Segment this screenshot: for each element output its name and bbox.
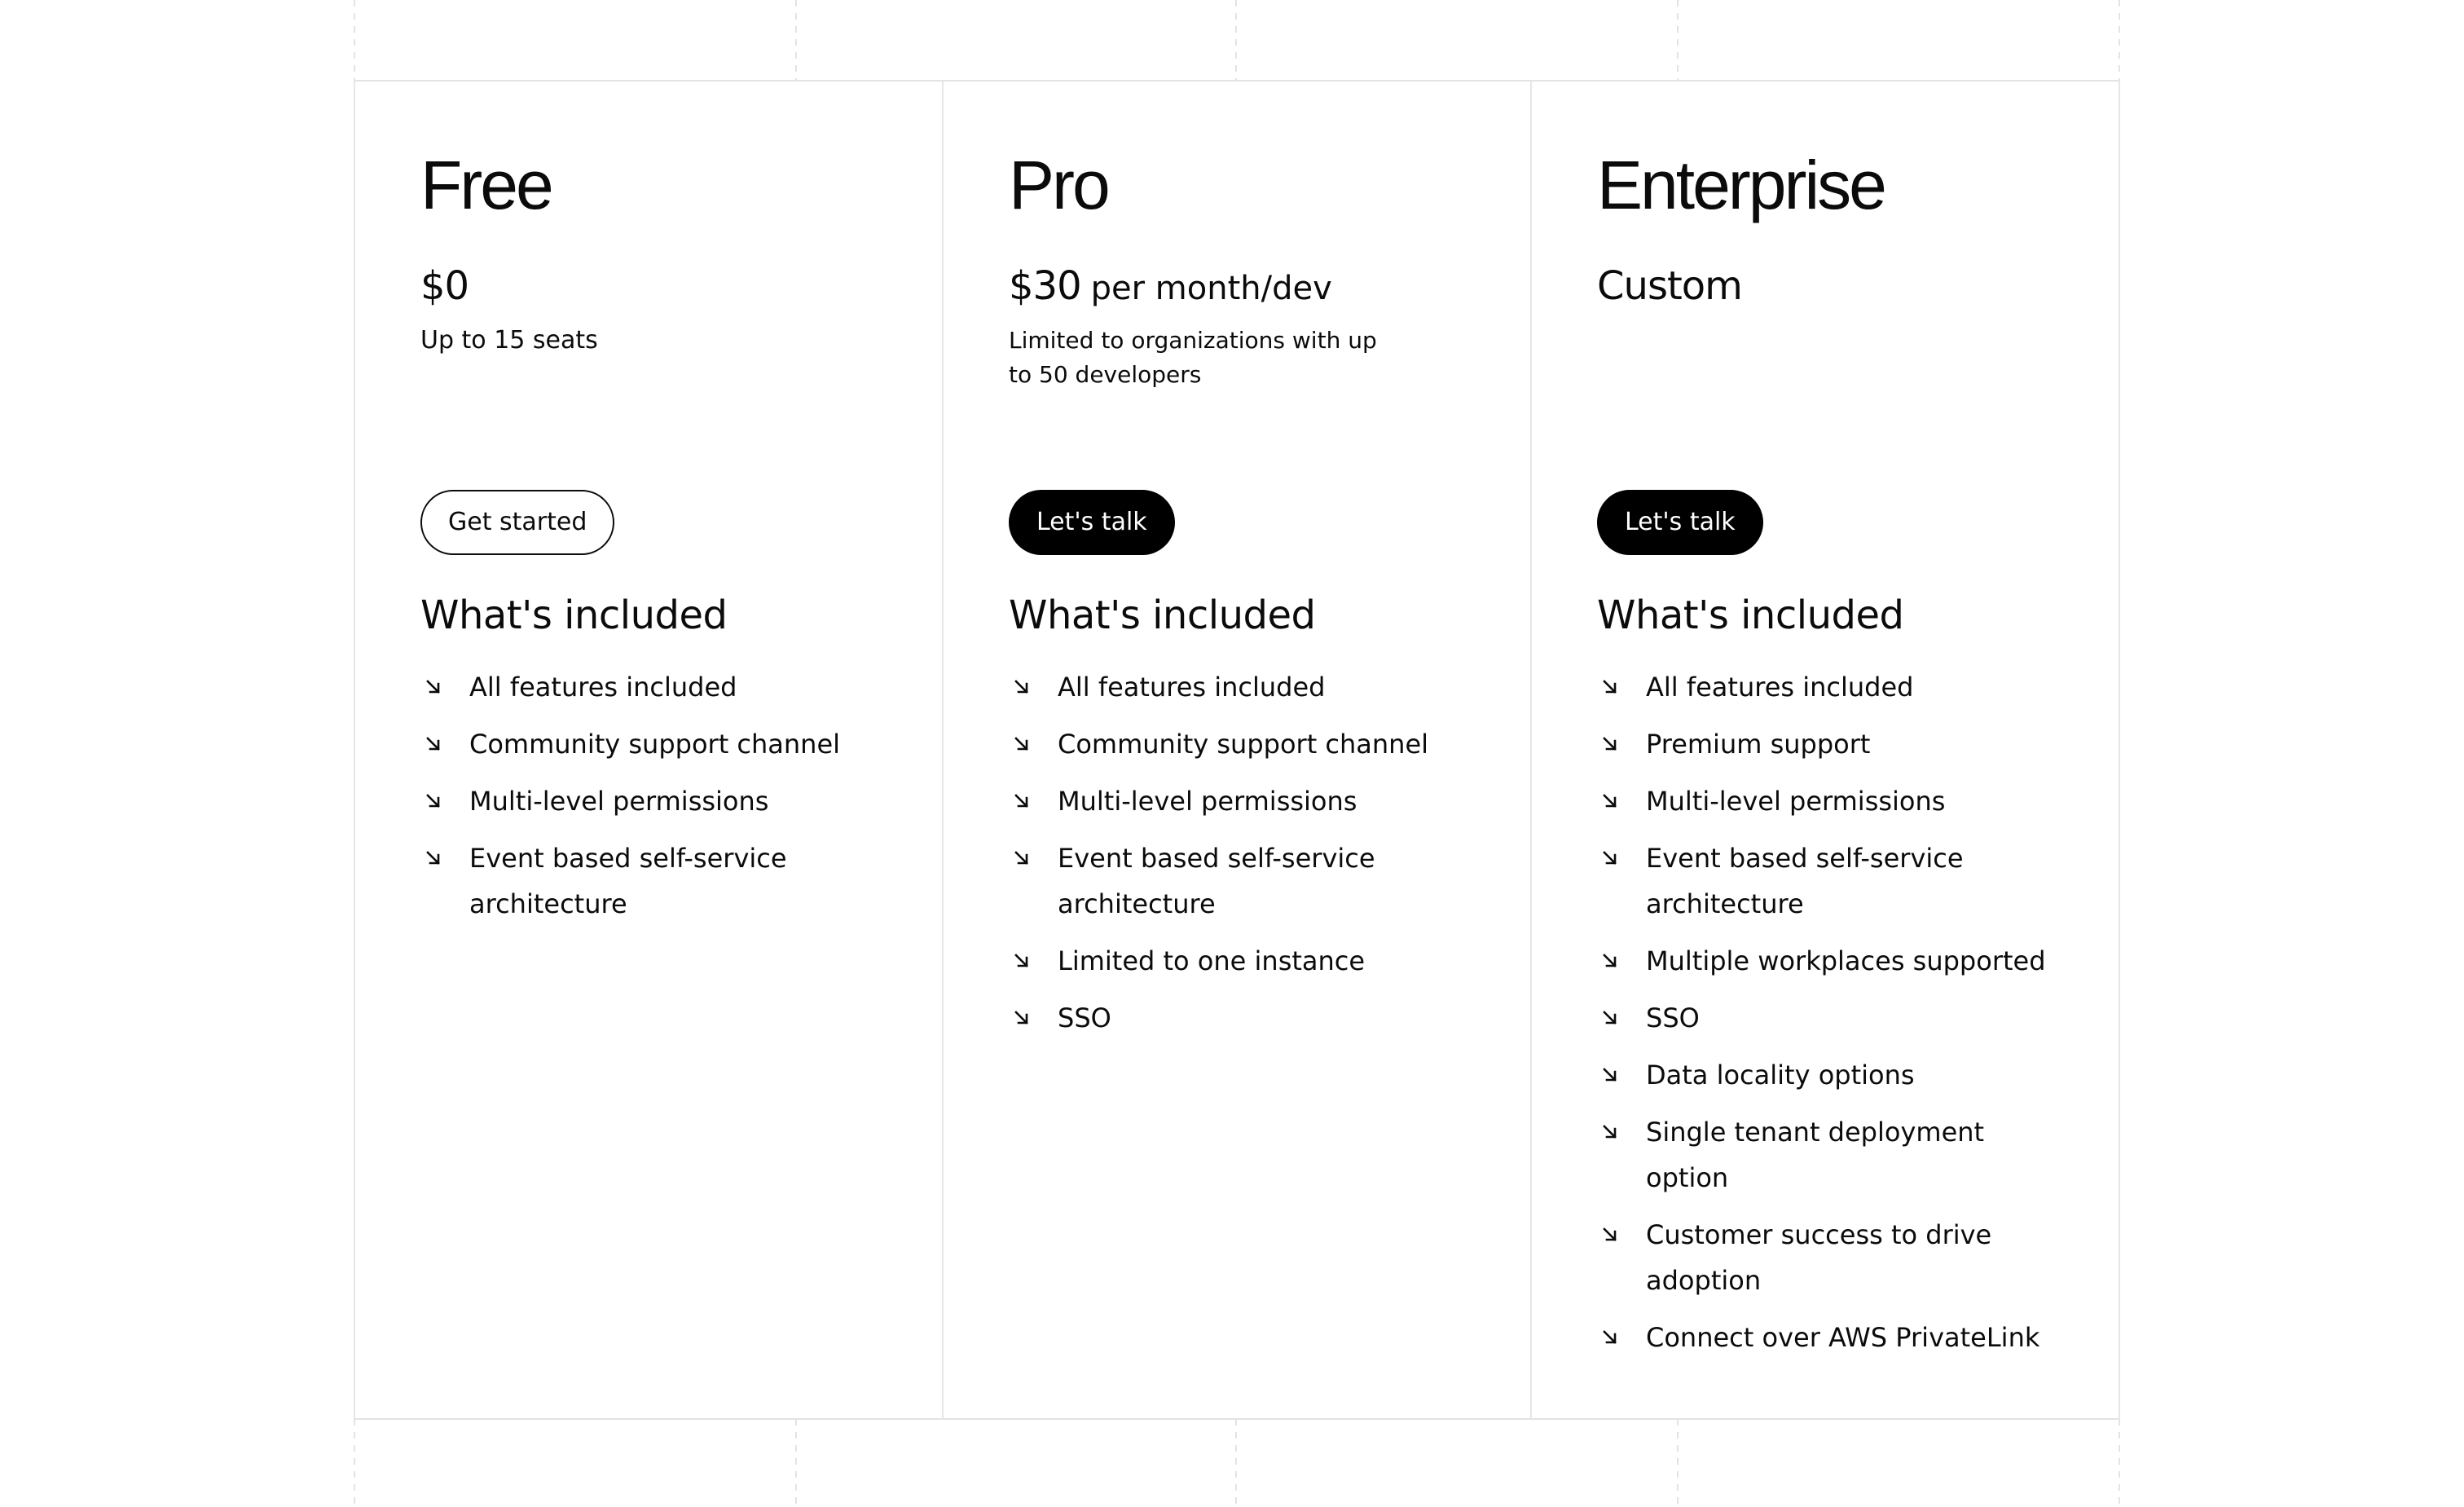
arrow-down-right-icon <box>1600 1109 1620 1155</box>
feature-text: Premium support <box>1646 729 1871 760</box>
feature-text: All features included <box>1058 672 1326 703</box>
arrow-down-right-icon <box>1600 938 1620 984</box>
feature-text: Community support channel <box>1058 729 1429 760</box>
price-row <box>1009 263 1498 312</box>
plan-card-enterprise <box>1532 81 2119 1419</box>
arrow-down-right-icon <box>1012 721 1032 767</box>
feature-text: Event based self-service architecture <box>469 843 787 920</box>
plan-price-note: Limited to organizations with up to 50 developers <box>1009 327 1377 389</box>
feature-item <box>1009 835 1498 927</box>
plan-name: Pro <box>1009 147 1108 223</box>
arrow-down-right-icon <box>424 778 443 824</box>
arrow-down-right-icon <box>424 721 443 767</box>
feature-item <box>1009 664 1498 710</box>
whats-included-heading: What's included <box>1597 593 1904 639</box>
feature-item <box>420 835 909 927</box>
feature-text: SSO <box>1646 1002 1700 1034</box>
feature-list <box>1009 664 1498 1041</box>
feature-item <box>420 664 909 710</box>
arrow-down-right-icon <box>424 835 443 881</box>
arrow-down-right-icon <box>1012 995 1032 1041</box>
whats-included-heading: What's included <box>420 593 728 639</box>
feature-item <box>1597 938 2086 984</box>
feature-list <box>420 664 909 927</box>
feature-item <box>1597 664 2086 710</box>
feature-item <box>1597 1212 2086 1303</box>
plan-price: $30 <box>1009 263 1081 310</box>
feature-item <box>1597 721 2086 767</box>
feature-item <box>1009 938 1498 984</box>
arrow-down-right-icon <box>1600 778 1620 824</box>
feature-text: Customer success to drive adoption <box>1646 1219 1992 1297</box>
feature-item <box>1597 995 2086 1041</box>
feature-item <box>1597 1315 2086 1360</box>
feature-text: Single tenant deployment option <box>1646 1117 1985 1194</box>
feature-list <box>1597 664 2086 1360</box>
whats-included-heading: What's included <box>1009 593 1316 639</box>
feature-text: Connect over AWS PrivateLink <box>1646 1322 2040 1354</box>
feature-item <box>420 721 909 767</box>
arrow-down-right-icon <box>1012 938 1032 984</box>
plan-name: Enterprise <box>1597 147 1885 223</box>
plan-price-note <box>1597 324 1988 405</box>
plan-card-pro <box>944 81 1532 1419</box>
feature-item <box>1009 721 1498 767</box>
feature-item <box>420 778 909 824</box>
arrow-down-right-icon <box>1600 995 1620 1041</box>
arrow-down-right-icon <box>424 664 443 710</box>
arrow-down-right-icon <box>1012 664 1032 710</box>
feature-text: Limited to one instance <box>1058 945 1366 977</box>
feature-text: Event based self-service architecture <box>1646 843 1964 920</box>
feature-text: Event based self-service architecture <box>1058 843 1375 920</box>
plan-price: Custom <box>1597 263 1742 310</box>
get-started-button[interactable]: Get started <box>420 490 614 555</box>
feature-text: Multi-level permissions <box>1646 786 1946 817</box>
feature-item <box>1597 1052 2086 1098</box>
feature-text: Data locality options <box>1646 1060 1915 1091</box>
feature-item <box>1009 778 1498 824</box>
arrow-down-right-icon <box>1600 1315 1620 1360</box>
feature-text: Multiple workplaces supported <box>1646 945 2046 977</box>
arrow-down-right-icon <box>1012 835 1032 881</box>
feature-item <box>1009 995 1498 1041</box>
price-row <box>420 263 909 312</box>
pricing-table <box>354 81 2120 1419</box>
plan-card-free <box>355 81 944 1419</box>
arrow-down-right-icon <box>1600 664 1620 710</box>
lets-talk-button-pro[interactable]: Let's talk <box>1009 490 1175 555</box>
plan-price: $0 <box>420 263 469 310</box>
feature-text: Community support channel <box>469 729 841 760</box>
arrow-down-right-icon <box>1600 721 1620 767</box>
feature-text: Multi-level permissions <box>469 786 769 817</box>
arrow-down-right-icon <box>1012 778 1032 824</box>
feature-item <box>1597 1109 2086 1201</box>
arrow-down-right-icon <box>1600 1212 1620 1258</box>
lets-talk-button-enterprise[interactable]: Let's talk <box>1597 490 1763 555</box>
feature-item <box>1597 778 2086 824</box>
arrow-down-right-icon <box>1600 835 1620 881</box>
feature-text: All features included <box>469 672 737 703</box>
feature-text: SSO <box>1058 1002 1111 1034</box>
plan-name: Free <box>420 147 552 223</box>
feature-text: Multi-level permissions <box>1058 786 1357 817</box>
arrow-down-right-icon <box>1600 1052 1620 1098</box>
price-row <box>1597 263 2086 312</box>
feature-text: All features included <box>1646 672 1914 703</box>
feature-item <box>1597 835 2086 927</box>
plan-price-note: Up to 15 seats <box>420 326 598 355</box>
plan-price-unit: per month/dev <box>1090 270 1332 308</box>
